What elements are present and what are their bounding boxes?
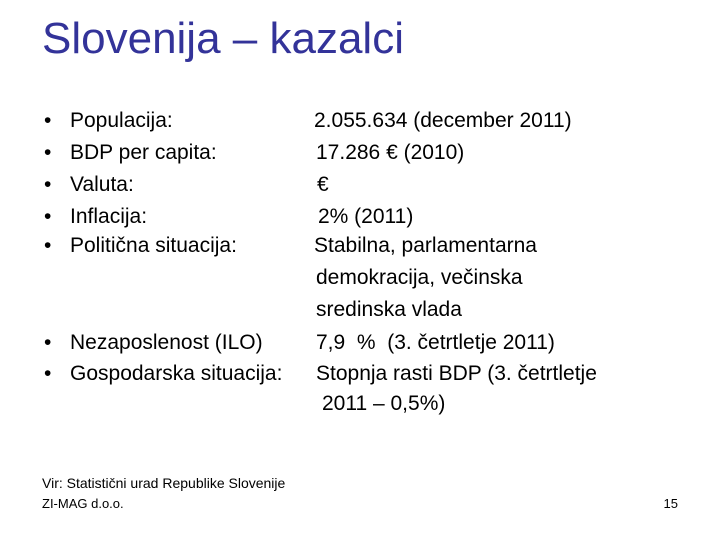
item-value: 2% (2011) [318,205,414,228]
item-label: Politična situacija: [70,234,237,257]
item-label: Populacija: [70,109,173,132]
footer-company: ZI-MAG d.o.o. [42,496,124,511]
item-value-continuation: sredinska vlada [316,298,462,321]
item-value: Stabilna, parlamentarna [314,234,537,257]
item-value: 7,9 % (3. četrtletje 2011) [316,331,555,354]
source-note: Vir: Statistični urad Republike Slovenije [42,475,286,491]
item-value: Stopnja rasti BDP (3. četrtletje [316,362,597,385]
bullet-icon: • [44,362,52,385]
item-label: Nezaposlenost (ILO) [70,331,263,354]
bullet-icon: • [44,331,52,354]
bullet-icon: • [44,141,52,164]
item-label: Valuta: [70,173,134,196]
item-value: 2.055.634 (december 2011) [314,109,572,132]
item-label: Inflacija: [70,205,148,228]
item-value-continuation: demokracija, večinska [316,266,523,289]
bullet-icon: • [44,205,52,228]
bullet-icon: • [44,173,52,196]
item-value-continuation: 2011 – 0,5%) [322,392,446,415]
bullet-icon: • [44,109,52,132]
item-label: BDP per capita: [70,141,217,164]
item-value: € [317,173,329,196]
item-label: Gospodarska situacija: [70,362,283,385]
bullet-icon: • [44,234,52,257]
item-value: 17.286 € (2010) [316,141,465,164]
page-number: 15 [663,496,678,511]
slide-title: Slovenija – kazalci [42,14,404,63]
